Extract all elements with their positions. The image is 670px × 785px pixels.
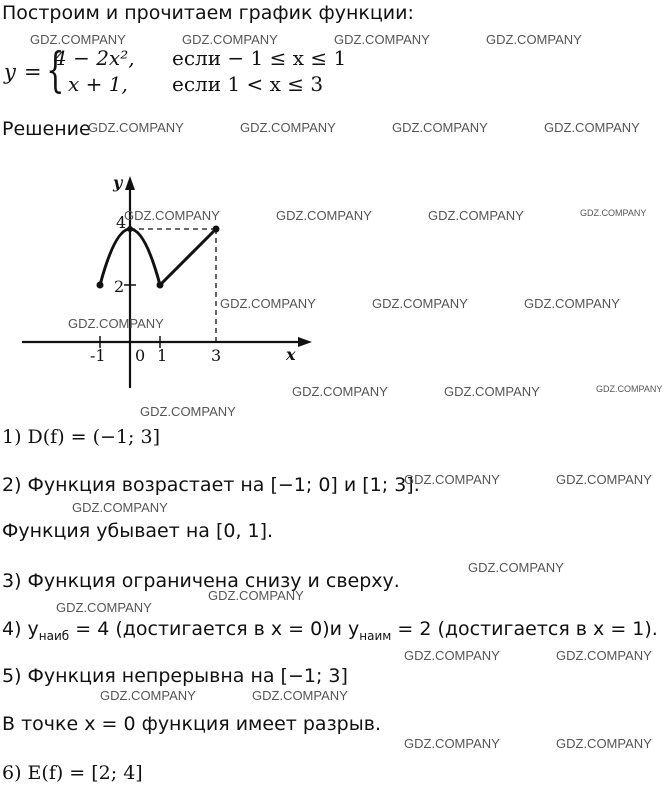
item-5-discontinuity: В точке x = 0 функция имеет разрыв. xyxy=(2,713,381,735)
watermark: GDZ.COMPANY xyxy=(100,688,196,703)
case1-condition: если − 1 ≤ x ≤ 1 xyxy=(172,46,347,70)
watermark: GDZ.COMPANY xyxy=(596,384,663,394)
watermark: GDZ.COMPANY xyxy=(72,500,168,515)
item-4-suffix: = 2 (достигается в x = 1). xyxy=(391,618,658,640)
tick-label-y-4: 4 xyxy=(116,213,127,232)
watermark: GDZ.COMPANY xyxy=(404,648,500,663)
watermark: GDZ.COMPANY xyxy=(68,316,164,331)
item-4-prefix: 4) y xyxy=(2,618,39,640)
watermark: GDZ.COMPANY xyxy=(220,296,316,311)
curly-brace-icon: { xyxy=(46,42,65,98)
watermark: GDZ.COMPANY xyxy=(556,472,652,487)
linear-segment xyxy=(160,229,216,285)
y-axis-label: y xyxy=(113,173,123,192)
function-graph xyxy=(20,160,320,395)
point-minus1-2 xyxy=(97,282,104,289)
watermark: GDZ.COMPANY xyxy=(428,208,524,223)
watermark: GDZ.COMPANY xyxy=(556,736,652,751)
watermark: GDZ.COMPANY xyxy=(252,688,348,703)
function-lhs: y xyxy=(4,60,16,84)
equals-sign: = xyxy=(24,60,42,84)
tick-label-x-3: 3 xyxy=(211,346,222,365)
piecewise-function xyxy=(0,42,360,102)
x-axis-label: x xyxy=(286,345,296,364)
tick-label-x-0: 0 xyxy=(135,346,146,365)
watermark: GDZ.COMPANY xyxy=(444,384,540,399)
watermark: GDZ.COMPANY xyxy=(30,32,126,47)
solution-label: Решение xyxy=(2,118,91,140)
tick-label-x-1: 1 xyxy=(157,346,168,365)
watermark: GDZ.COMPANY xyxy=(404,472,500,487)
watermark: GDZ.COMPANY xyxy=(292,384,388,399)
watermark: GDZ.COMPANY xyxy=(276,208,372,223)
watermark: GDZ.COMPANY xyxy=(544,120,640,135)
item-1-domain: 1) D(f) = (−1; 3] xyxy=(2,426,160,448)
watermark: GDZ.COMPANY xyxy=(88,120,184,135)
watermark: GDZ.COMPANY xyxy=(404,736,500,751)
item-4-extrema xyxy=(2,618,658,647)
item-5-continuity: 5) Функция непрерывна на [−1; 3] xyxy=(2,665,348,687)
case2-expression: x + 1, xyxy=(68,72,128,96)
watermark: GDZ.COMPANY xyxy=(208,588,304,603)
point-1-2 xyxy=(157,282,164,289)
item-4-middle: = 4 (достигается в x = 0)и y xyxy=(69,618,360,640)
case2-condition: если 1 < x ≤ 3 xyxy=(172,72,324,96)
tick-label-y-2: 2 xyxy=(114,277,125,296)
item-2-increasing: 2) Функция возрастает на [−1; 0] и [1; 3]. xyxy=(2,474,420,496)
watermark: GDZ.COMPANY xyxy=(468,560,564,575)
watermark: GDZ.COMPANY xyxy=(486,32,582,47)
watermark: GDZ.COMPANY xyxy=(524,296,620,311)
tick-label-x-minus1: -1 xyxy=(90,346,106,365)
watermark: GDZ.COMPANY xyxy=(140,404,236,419)
watermark: GDZ.COMPANY xyxy=(392,120,488,135)
item-2-decreasing: Функция убывает на [0, 1]. xyxy=(2,520,274,542)
watermark: GDZ.COMPANY xyxy=(56,600,152,615)
watermark: GDZ.COMPANY xyxy=(240,120,336,135)
watermark: GDZ.COMPANY xyxy=(556,648,652,663)
item-4-sub-min: наим xyxy=(359,628,392,643)
watermark: GDZ.COMPANY xyxy=(334,32,430,47)
item-3-bounded: 3) Функция ограничена снизу и сверху. xyxy=(2,570,400,592)
item-6-range: 6) E(f) = [2; 4] xyxy=(2,762,143,784)
y-axis-arrow-icon xyxy=(125,176,135,190)
watermark: GDZ.COMPANY xyxy=(580,208,647,218)
point-3-4 xyxy=(213,226,220,233)
x-axis-arrow-icon xyxy=(298,337,312,347)
watermark: GDZ.COMPANY xyxy=(182,32,278,47)
page-heading: Построим и прочитаем график функции: xyxy=(2,2,414,24)
point-0-4 xyxy=(127,226,133,232)
watermark: GDZ.COMPANY xyxy=(124,208,220,223)
item-4-sub-max: наиб xyxy=(38,628,70,643)
watermark: GDZ.COMPANY xyxy=(372,296,468,311)
case1-expression: 4 − 2x², xyxy=(54,46,135,70)
